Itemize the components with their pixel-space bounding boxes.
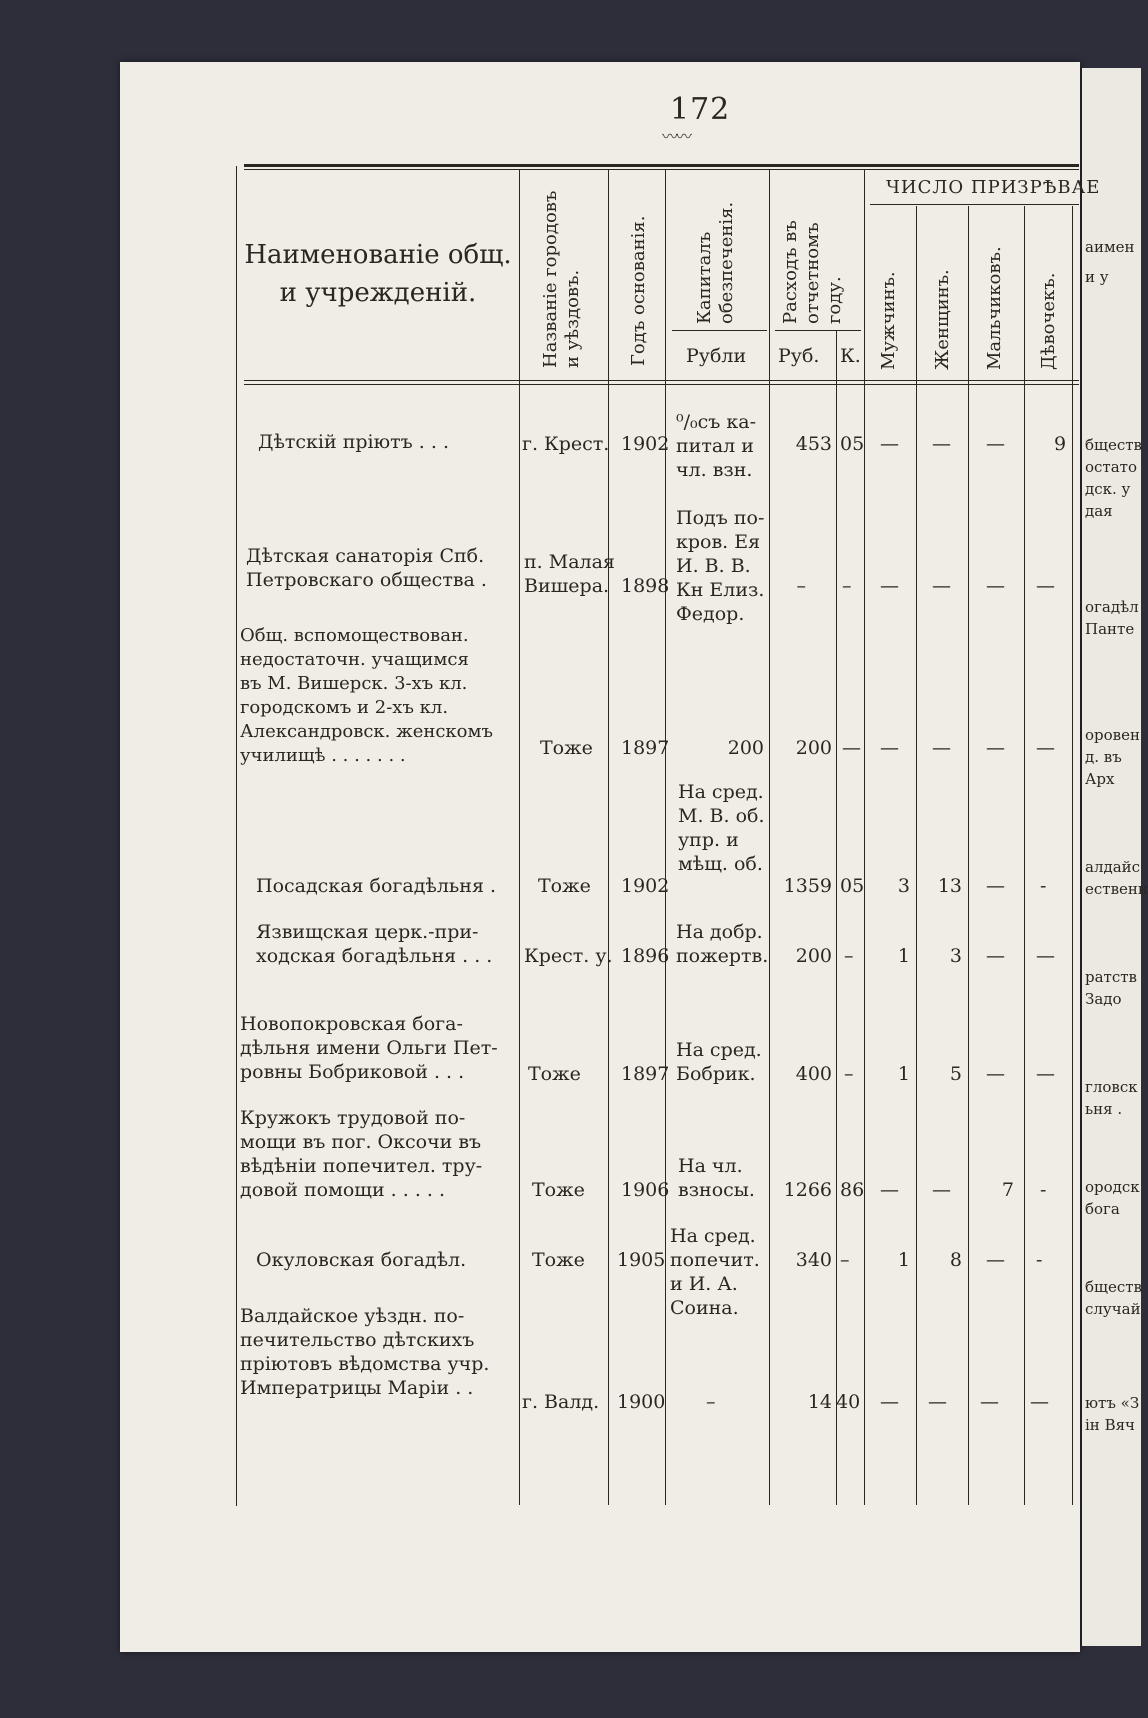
row-3-girls: -	[1040, 875, 1047, 897]
row-7-boys: —	[986, 1249, 1005, 1271]
row-1-city: п. Малая Вишера.	[524, 551, 615, 597]
row-5-city: Тоже	[528, 1063, 581, 1085]
fragment-line: ородск	[1085, 1178, 1140, 1196]
row-5-men: 1	[897, 1063, 910, 1085]
row-6-boys: 7	[1001, 1179, 1014, 1201]
fragment-line: дск. у	[1085, 480, 1131, 498]
row-5-name: Новопокровская бога- дѣльня имени Ольги Пет- ровны Бобриковой . . .	[240, 1013, 498, 1083]
row-6-name: Кружокъ трудовой по- мощи въ пог. Оксочи въ вѣдѣніи попечител. тру- довой помощи . . . . .	[240, 1107, 483, 1201]
row-1-girls: —	[1036, 575, 1055, 597]
header-men: Мужчинъ.	[878, 271, 899, 370]
row-4-capital: На добр. пожертв.	[676, 921, 769, 967]
row-8-girls: —	[1030, 1391, 1049, 1413]
row-3-men: 3	[897, 875, 910, 897]
fragment-line: ратств	[1085, 968, 1137, 986]
fragment-line: случай	[1085, 1300, 1141, 1318]
row-3-name: Посадская богадѣльня .	[256, 875, 497, 897]
fragment-line: остато	[1085, 458, 1138, 476]
row-4-girls: —	[1036, 945, 1055, 967]
row-6-men: —	[880, 1179, 899, 1201]
row-6-capital: На чл. взносы.	[678, 1155, 755, 1201]
row-8-men: —	[880, 1391, 899, 1413]
row-1-name: Дѣтская санаторія Спб. Петровскаго общества .	[246, 545, 487, 591]
row-6-year: 1906	[621, 1179, 670, 1201]
fragment-line: аимен	[1085, 238, 1135, 256]
row-0-year: 1902	[621, 433, 670, 455]
row-4-kop: –	[844, 945, 854, 967]
fragment-line: оровен	[1085, 726, 1140, 744]
fragment-line: бществ	[1085, 436, 1142, 454]
row-5-girls: —	[1036, 1063, 1055, 1085]
row-4-city: Крест. у.	[524, 945, 613, 967]
adjacent-page-fragment	[1080, 68, 1148, 1646]
fragment-line: огадѣл	[1085, 598, 1139, 616]
fragment-line: бществ	[1085, 1278, 1142, 1296]
row-6-city: Тоже	[532, 1179, 585, 1201]
row-7-kop: –	[840, 1249, 850, 1271]
fragment-line: бога	[1085, 1200, 1120, 1218]
row-5-women: 5	[949, 1063, 962, 1085]
row-0-men: —	[880, 433, 899, 455]
row-8-rub: 14	[807, 1391, 832, 1413]
row-7-girls: -	[1036, 1249, 1043, 1271]
row-2-name: Общ. вспомоществован. недостаточн. учащимся въ М. Вишерск. 3-хъ кл. городскомъ и 2-хъ кл. Александровск. женскомъ училищѣ . . . . . . .	[240, 625, 493, 766]
row-2-kop: —	[842, 737, 861, 759]
header-group-title: ЧИСЛО ПРИЗРѢВАЕ	[886, 177, 1101, 198]
fragment-line: Панте	[1085, 620, 1135, 638]
row-2-boys: —	[986, 737, 1005, 759]
row-3-boys: —	[986, 875, 1005, 897]
row-3-women: 13	[937, 875, 962, 897]
row-0-girls: 9	[1054, 433, 1067, 455]
row-5-capital: На сред. Бобрик.	[676, 1039, 762, 1085]
row-4-rub: 200	[795, 945, 832, 967]
row-1-boys: —	[986, 575, 1005, 597]
row-8-capital: –	[706, 1391, 716, 1413]
fragment-line: дая	[1085, 502, 1113, 520]
row-4-name: Язвищская церк.-при- ходская богадѣльня . . .	[256, 921, 493, 967]
header-expense-column: Расходъ въ отчетномъ году.	[780, 220, 845, 324]
row-0-kop: 05	[840, 433, 865, 455]
row-8-kop: 40	[836, 1391, 861, 1413]
fragment-line: ьня .	[1085, 1100, 1123, 1118]
row-7-year: 1905	[617, 1249, 666, 1271]
row-5-rub: 400	[795, 1063, 832, 1085]
fragment-line: алдайс	[1085, 858, 1141, 876]
row-3-year: 1902	[621, 875, 670, 897]
row-6-women: —	[932, 1179, 951, 1201]
row-2-city: Тоже	[540, 737, 593, 759]
row-4-year: 1896	[621, 945, 670, 967]
page-number-ornament: 〰〰	[662, 127, 691, 146]
row-4-women: 3	[949, 945, 962, 967]
row-8-boys: —	[980, 1391, 999, 1413]
row-1-men: —	[880, 575, 899, 597]
row-7-name: Окуловская богадѣл.	[256, 1249, 467, 1271]
row-4-men: 1	[897, 945, 910, 967]
row-3-capital: На сред. М. В. об. упр. и мѣщ. об.	[678, 781, 765, 875]
row-2-year: 1897	[621, 737, 670, 759]
row-3-kop: 05	[840, 875, 865, 897]
fragment-line: д. въ	[1085, 748, 1122, 766]
row-8-city: г. Валд.	[522, 1391, 600, 1413]
fragment-line: Задо	[1085, 990, 1122, 1008]
row-2-women: —	[932, 737, 951, 759]
row-8-name: Валдайское уѣздн. по- печительство дѣтскихъ пріютовъ вѣдомства учр. Императрицы Маріи . .	[240, 1305, 490, 1399]
row-0-name: Дѣтскій пріютъ . . .	[258, 431, 449, 453]
row-1-rub: –	[796, 575, 806, 597]
header-women: Женщинъ.	[932, 269, 953, 370]
row-3-rub: 1359	[783, 875, 832, 897]
row-1-capital: Подъ по- кров. Ея И. В. В. Кн Елиз. Федор.	[676, 507, 765, 625]
fragment-line: Арх	[1085, 770, 1115, 788]
row-4-boys: —	[986, 945, 1005, 967]
row-2-girls: —	[1036, 737, 1055, 759]
row-2-men: —	[880, 737, 899, 759]
row-2-capital: 200	[727, 737, 764, 759]
header-name-column: Наименованіе общ. и учрежденій.	[244, 240, 512, 308]
fragment-line: ественн	[1085, 880, 1148, 898]
row-0-boys: —	[986, 433, 1005, 455]
row-7-women: 8	[949, 1249, 962, 1271]
row-1-women: —	[932, 575, 951, 597]
row-5-year: 1897	[621, 1063, 670, 1085]
header-year-column: Годъ основанія.	[628, 215, 649, 366]
row-6-girls: -	[1040, 1179, 1047, 1201]
header-city-column: Названіе городовъ и уѣздовъ.	[540, 190, 583, 368]
row-0-capital: ⁰/₀съ ка- питал и чл. взн.	[676, 411, 757, 481]
row-6-rub: 1266	[783, 1179, 832, 1201]
header-capital-column: Капиталъ обезпеченія.	[694, 201, 737, 324]
row-8-year: 1900	[617, 1391, 666, 1413]
row-0-city: г. Крест.	[522, 433, 610, 455]
row-1-kop: –	[842, 575, 852, 597]
header-boys: Мальчиковъ.	[984, 246, 1005, 370]
row-7-men: 1	[897, 1249, 910, 1271]
fragment-line: и у	[1085, 268, 1109, 286]
row-0-rub: 453	[795, 433, 832, 455]
row-5-boys: —	[986, 1063, 1005, 1085]
header-capital-unit: Рубли	[686, 345, 747, 367]
header-expense-rub: Руб.	[778, 345, 820, 367]
row-1-year: 1898	[621, 575, 670, 597]
row-5-kop: –	[844, 1063, 854, 1085]
page-number: 172	[670, 92, 731, 127]
fragment-line: ін Вяч	[1085, 1416, 1135, 1434]
row-7-capital: На сред. попечит. и И. А. Соина.	[670, 1225, 760, 1319]
row-3-city: Тоже	[538, 875, 591, 897]
row-0-women: —	[932, 433, 951, 455]
row-2-rub: 200	[795, 737, 832, 759]
header-girls: Дѣвочекъ.	[1038, 272, 1059, 370]
row-7-rub: 340	[795, 1249, 832, 1271]
fragment-line: ютъ «З	[1085, 1394, 1140, 1412]
header-expense-kop: К.	[840, 345, 861, 367]
row-6-kop: 86	[840, 1179, 865, 1201]
fragment-line: гловск	[1085, 1078, 1138, 1096]
row-7-city: Тоже	[532, 1249, 585, 1271]
row-8-women: —	[928, 1391, 947, 1413]
